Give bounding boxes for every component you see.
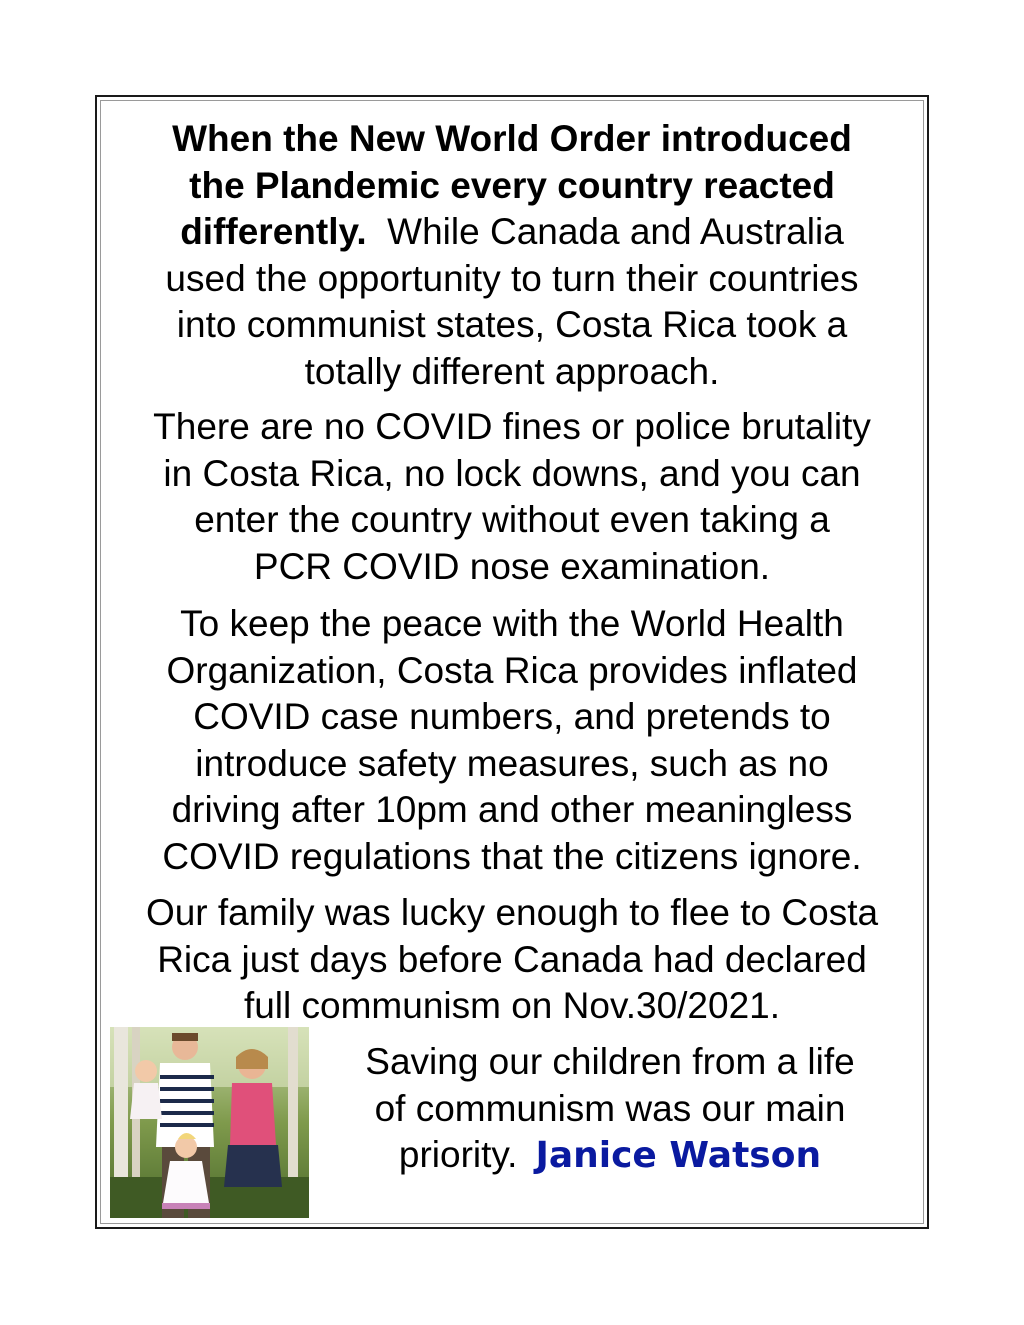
closing-line-2: of communism was our main xyxy=(374,1087,846,1129)
paragraph-family xyxy=(100,890,924,1030)
who-line-6: COVID regulations that the citizens ignore. xyxy=(162,835,862,877)
who-line-5: driving after 10pm and other meaningless xyxy=(171,789,853,830)
no-restrictions-line-4: PCR COVID nose examination. xyxy=(253,545,771,587)
intro-line-6: totally different approach. xyxy=(304,350,720,392)
signature: Janice Watson xyxy=(535,1135,822,1176)
who-line-1: To keep the peace with the World Health xyxy=(180,603,844,644)
paragraph-intro xyxy=(100,116,924,395)
family-line-3: full communism on Nov.30/2021. xyxy=(243,985,781,1026)
who-line-4: introduce safety measures, such as no xyxy=(195,742,829,784)
intro-line-5: into communist states, Costa Rica took a xyxy=(176,304,848,345)
who-line-3: COVID case numbers, and pretends to xyxy=(193,696,831,737)
no-restrictions-line-1: There are no COVID fines or police brutality xyxy=(153,406,871,447)
closing-line-3: priority. xyxy=(398,1134,518,1175)
closing-line-1: Saving our children from a life xyxy=(365,1041,855,1082)
paragraph-closing xyxy=(330,1039,890,1180)
family-photo-icon xyxy=(110,1027,309,1218)
no-restrictions-line-3: enter the country without even taking a xyxy=(194,499,830,540)
intro-line-4: used the opportunity to turn their countries xyxy=(165,257,859,299)
intro-line-3: While Canada and Australia xyxy=(387,211,844,252)
intro-bold-line-3: differently. xyxy=(180,211,367,252)
family-photo xyxy=(110,1027,309,1218)
intro-bold-line-2: the Plandemic every country reacted xyxy=(189,164,835,206)
no-restrictions-line-2: in Costa Rica, no lock downs, and you can xyxy=(163,452,861,494)
intro-bold-line-1: When the New World Order introduced xyxy=(172,118,852,159)
paragraph-who xyxy=(100,601,924,880)
family-line-2: Rica just days before Canada had declared xyxy=(157,938,867,980)
paragraph-no-restrictions xyxy=(100,404,924,590)
who-line-2: Organization, Costa Rica provides inflated xyxy=(166,649,858,691)
family-line-1: Our family was lucky enough to flee to Costa xyxy=(145,892,879,933)
